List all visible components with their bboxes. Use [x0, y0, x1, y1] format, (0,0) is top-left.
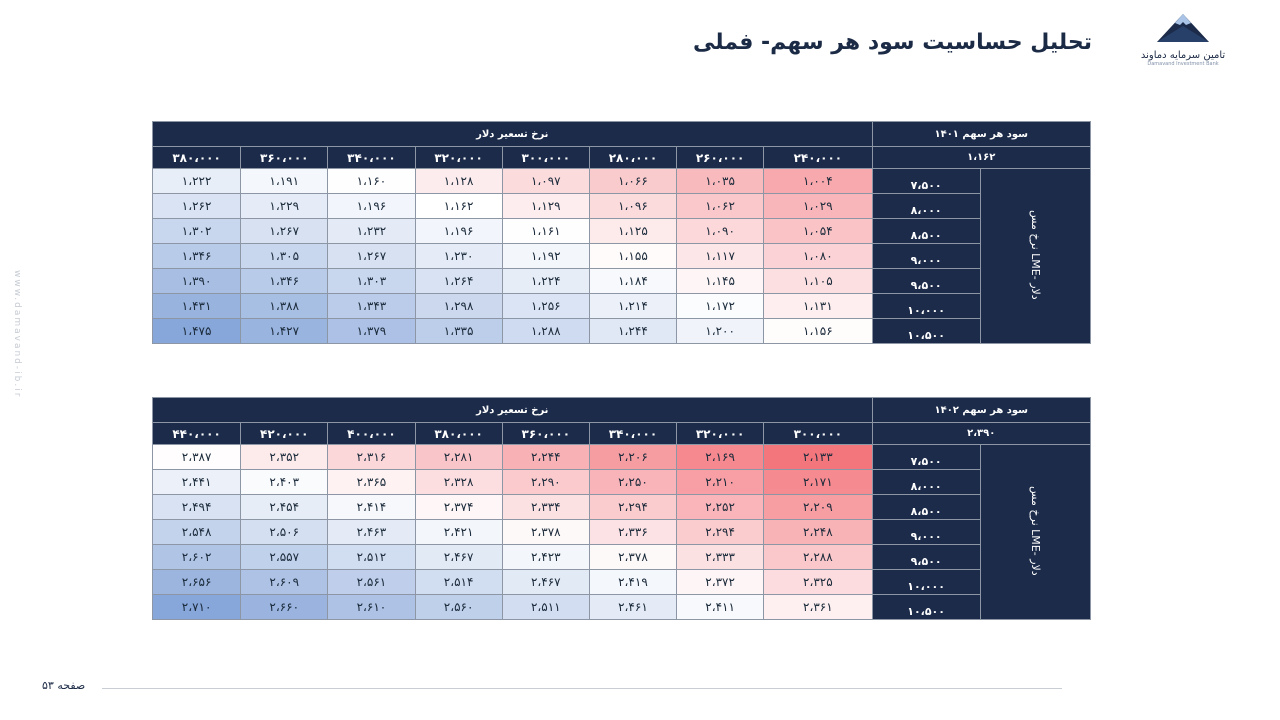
- eps-cell: ۲،۵۶۰: [415, 595, 502, 620]
- column-header: ۲۸۰،۰۰۰: [589, 147, 676, 169]
- copper-price-row-label: ۸،۵۰۰: [872, 219, 980, 244]
- eps-year-label: سود هر سهم ۱۴۰۲: [872, 398, 1090, 423]
- eps-cell: ۱،۳۰۳: [328, 269, 415, 294]
- copper-price-row-label: ۷،۵۰۰: [872, 169, 980, 194]
- eps-cell: ۲،۲۸۸: [764, 545, 872, 570]
- copper-price-row-label: ۹،۰۰۰: [872, 520, 980, 545]
- eps-cell: ۱،۳۷۹: [328, 319, 415, 344]
- column-header: ۳۸۰،۰۰۰: [415, 423, 502, 445]
- eps-cell: ۱،۱۸۴: [589, 269, 676, 294]
- eps-cell: ۲،۳۵۲: [241, 445, 328, 470]
- eps-cell: ۲،۵۵۷: [241, 545, 328, 570]
- eps-cell: ۲،۴۶۳: [328, 520, 415, 545]
- table-row: [153, 545, 1091, 570]
- copper-price-group-label: [980, 445, 1090, 620]
- eps-cell: ۲،۳۲۸: [415, 470, 502, 495]
- eps-cell: ۱،۱۹۱: [241, 169, 328, 194]
- eps-cell: ۲،۳۲۵: [764, 570, 872, 595]
- eps-cell: ۲،۱۷۱: [764, 470, 872, 495]
- table-row: [153, 570, 1091, 595]
- table-row: [153, 244, 1091, 269]
- copper-price-row-label: ۱۰،۵۰۰: [872, 595, 980, 620]
- eps-cell: ۱،۰۸۰: [764, 244, 872, 269]
- copper-price-row-label: ۹،۰۰۰: [872, 244, 980, 269]
- eps-cell: ۱،۲۹۸: [415, 294, 502, 319]
- eps-cell: ۲،۲۰۶: [589, 445, 676, 470]
- eps-cell: ۲،۲۵۰: [589, 470, 676, 495]
- eps-cell: ۱،۲۲۴: [502, 269, 589, 294]
- eps-cell: ۱،۰۹۶: [589, 194, 676, 219]
- table-row: [153, 194, 1091, 219]
- eps-cell: ۱،۰۶۶: [589, 169, 676, 194]
- table-row: [153, 319, 1091, 344]
- eps-cell: ۱،۲۲۹: [241, 194, 328, 219]
- eps-cell: ۲،۴۶۷: [415, 545, 502, 570]
- copper-price-row-label: ۸،۵۰۰: [872, 495, 980, 520]
- eps-cell: ۱،۲۱۴: [589, 294, 676, 319]
- sensitivity-table-2: [152, 397, 1091, 620]
- column-header: ۳۲۰،۰۰۰: [677, 423, 764, 445]
- eps-cell: ۱،۱۵۵: [589, 244, 676, 269]
- table-row: [153, 169, 1091, 194]
- eps-cell: ۲،۲۴۸: [764, 520, 872, 545]
- eps-cell: ۱،۲۵۶: [502, 294, 589, 319]
- column-header: ۳۰۰،۰۰۰: [502, 147, 589, 169]
- eps-year-label: سود هر سهم ۱۴۰۱: [872, 122, 1090, 147]
- eps-cell: ۱،۰۳۵: [677, 169, 764, 194]
- eps-cell: ۱،۱۵۶: [764, 319, 872, 344]
- eps-cell: ۲،۶۶۰: [241, 595, 328, 620]
- eps-cell: ۱،۲۸۸: [502, 319, 589, 344]
- eps-cell: ۱،۰۹۰: [677, 219, 764, 244]
- table-row: [153, 294, 1091, 319]
- eps-cell: ۲،۶۰۹: [241, 570, 328, 595]
- eps-cell: ۲،۲۱۰: [677, 470, 764, 495]
- eps-cell: ۱،۱۷۲: [677, 294, 764, 319]
- column-header: ۴۰۰،۰۰۰: [328, 423, 415, 445]
- eps-cell: ۲،۲۹۴: [677, 520, 764, 545]
- table-row: [153, 470, 1091, 495]
- eps-cell: ۲،۵۶۱: [328, 570, 415, 595]
- eps-cell: ۲،۴۴۱: [153, 470, 241, 495]
- eps-cell: ۱،۳۰۲: [153, 219, 241, 244]
- eps-cell: ۱،۲۶۲: [153, 194, 241, 219]
- column-header: ۴۴۰،۰۰۰: [153, 423, 241, 445]
- eps-cell: ۲،۳۶۱: [764, 595, 872, 620]
- copper-price-group-label: [980, 169, 1090, 344]
- copper-price-group-text: نرخ مس LME- دلار: [1028, 209, 1042, 300]
- eps-cell: ۱،۱۲۵: [589, 219, 676, 244]
- eps-cell: ۲،۴۶۱: [589, 595, 676, 620]
- eps-cell: ۲،۵۱۱: [502, 595, 589, 620]
- eps-cell: ۲،۴۶۷: [502, 570, 589, 595]
- eps-cell: ۲،۳۷۸: [589, 545, 676, 570]
- table-row: [153, 269, 1091, 294]
- eps-cell: ۲،۲۵۲: [677, 495, 764, 520]
- eps-cell: ۱،۳۴۶: [153, 244, 241, 269]
- eps-cell: ۱،۰۶۲: [677, 194, 764, 219]
- eps-cell: ۱،۴۲۷: [241, 319, 328, 344]
- copper-price-row-label: ۸،۰۰۰: [872, 194, 980, 219]
- eps-cell: ۱،۱۹۲: [502, 244, 589, 269]
- eps-cell: ۱،۲۳۰: [415, 244, 502, 269]
- eps-cell: ۱،۰۲۹: [764, 194, 872, 219]
- eps-cell: ۲،۱۶۹: [677, 445, 764, 470]
- copper-price-row-label: ۱۰،۰۰۰: [872, 570, 980, 595]
- eps-cell: ۱،۱۱۷: [677, 244, 764, 269]
- eps-cell: ۱،۲۳۲: [328, 219, 415, 244]
- side-website-text: www.damavand-ib.ir: [12, 270, 22, 399]
- eps-cell: ۲،۳۷۲: [677, 570, 764, 595]
- logo-name: تامین سرمایه دماوند: [1140, 50, 1226, 61]
- eps-cell: ۱،۲۲۲: [153, 169, 241, 194]
- eps-cell: ۲،۳۷۴: [415, 495, 502, 520]
- copper-price-row-label: ۸،۰۰۰: [872, 470, 980, 495]
- eps-cell: ۱،۳۴۳: [328, 294, 415, 319]
- table-row: [153, 495, 1091, 520]
- eps-cell: ۲،۴۱۱: [677, 595, 764, 620]
- eps-cell: ۱،۲۶۷: [241, 219, 328, 244]
- eps-cell: ۲،۴۵۴: [241, 495, 328, 520]
- eps-cell: ۲،۳۳۶: [589, 520, 676, 545]
- column-header: ۲۴۰،۰۰۰: [764, 147, 872, 169]
- eps-cell: ۱،۱۰۵: [764, 269, 872, 294]
- eps-cell: ۲،۴۱۹: [589, 570, 676, 595]
- eps-cell: ۱،۱۳۱: [764, 294, 872, 319]
- eps-cell: ۱،۴۳۱: [153, 294, 241, 319]
- eps-cell: ۲،۱۳۳: [764, 445, 872, 470]
- eps-cell: ۲،۵۰۶: [241, 520, 328, 545]
- column-header: ۳۴۰،۰۰۰: [328, 147, 415, 169]
- column-header: ۲۶۰،۰۰۰: [677, 147, 764, 169]
- column-header: ۳۸۰،۰۰۰: [153, 147, 241, 169]
- copper-price-row-label: ۹،۵۰۰: [872, 269, 980, 294]
- eps-cell: ۱،۲۰۰: [677, 319, 764, 344]
- eps-cell: ۱،۱۲۹: [502, 194, 589, 219]
- eps-cell: ۱،۰۹۷: [502, 169, 589, 194]
- company-logo: [1128, 12, 1238, 92]
- eps-cell: ۲،۲۹۰: [502, 470, 589, 495]
- eps-cell: ۱،۲۴۴: [589, 319, 676, 344]
- eps-cell: ۲،۳۱۶: [328, 445, 415, 470]
- eps-cell: ۱،۱۹۶: [415, 219, 502, 244]
- column-header: ۳۶۰،۰۰۰: [241, 147, 328, 169]
- eps-cell: ۲،۶۰۲: [153, 545, 241, 570]
- eps-cell: ۱،۳۸۸: [241, 294, 328, 319]
- copper-price-row-label: ۷،۵۰۰: [872, 445, 980, 470]
- eps-cell: ۲،۲۰۹: [764, 495, 872, 520]
- table-row: [153, 219, 1091, 244]
- eps-cell: ۲،۳۶۵: [328, 470, 415, 495]
- eps-cell: ۲،۴۲۳: [502, 545, 589, 570]
- eps-cell: ۲،۳۸۷: [153, 445, 241, 470]
- eps-cell: ۱،۲۶۴: [415, 269, 502, 294]
- table-row: [153, 595, 1091, 620]
- eps-cell: ۲،۶۵۶: [153, 570, 241, 595]
- table-row: [153, 520, 1091, 545]
- page-title: تحلیل حساسیت سود هر سهم- فملی: [692, 30, 1092, 55]
- eps-cell: ۱،۳۹۰: [153, 269, 241, 294]
- eps-cell: ۲،۴۲۱: [415, 520, 502, 545]
- column-header: ۳۴۰،۰۰۰: [589, 423, 676, 445]
- eps-cell: ۱،۳۰۵: [241, 244, 328, 269]
- eps-cell: ۲،۴۰۳: [241, 470, 328, 495]
- eps-cell: ۲،۴۹۴: [153, 495, 241, 520]
- column-header: ۳۶۰،۰۰۰: [502, 423, 589, 445]
- eps-cell: ۱،۱۶۱: [502, 219, 589, 244]
- dollar-rate-header: نرخ تسعیر دلار: [153, 398, 873, 423]
- eps-cell: ۲،۳۳۳: [677, 545, 764, 570]
- eps-cell: ۲،۶۱۰: [328, 595, 415, 620]
- base-eps-value: ۲،۳۹۰: [872, 423, 1090, 445]
- column-header: ۳۲۰،۰۰۰: [415, 147, 502, 169]
- eps-cell: ۱،۳۴۶: [241, 269, 328, 294]
- eps-cell: ۱،۰۰۴: [764, 169, 872, 194]
- eps-cell: ۲،۵۱۴: [415, 570, 502, 595]
- copper-price-row-label: ۱۰،۵۰۰: [872, 319, 980, 344]
- footer-divider: [102, 688, 1062, 689]
- table-row: [153, 445, 1091, 470]
- mountain-logo-icon: [1153, 12, 1213, 46]
- eps-cell: ۱،۲۶۷: [328, 244, 415, 269]
- page-number: صفحه ۵۳: [42, 679, 86, 692]
- eps-cell: ۲،۷۱۰: [153, 595, 241, 620]
- eps-cell: ۱،۰۵۴: [764, 219, 872, 244]
- eps-cell: ۲،۵۴۸: [153, 520, 241, 545]
- eps-cell: ۲،۳۳۴: [502, 495, 589, 520]
- eps-cell: ۱،۳۳۵: [415, 319, 502, 344]
- base-eps-value: ۱،۱۶۲: [872, 147, 1090, 169]
- eps-cell: ۲،۴۱۴: [328, 495, 415, 520]
- copper-price-row-label: ۹،۵۰۰: [872, 545, 980, 570]
- eps-cell: ۲،۳۷۸: [502, 520, 589, 545]
- eps-cell: ۲،۲۹۴: [589, 495, 676, 520]
- eps-cell: ۱،۱۹۶: [328, 194, 415, 219]
- eps-cell: ۱،۱۴۵: [677, 269, 764, 294]
- eps-cell: ۲،۲۴۴: [502, 445, 589, 470]
- dollar-rate-header: نرخ تسعیر دلار: [153, 122, 873, 147]
- copper-price-row-label: ۱۰،۰۰۰: [872, 294, 980, 319]
- eps-cell: ۱،۱۶۲: [415, 194, 502, 219]
- logo-subtitle: Damavand Investment Bank: [1147, 61, 1219, 67]
- copper-price-group-text: نرخ مس LME- دلار: [1028, 485, 1042, 576]
- column-header: ۴۲۰،۰۰۰: [241, 423, 328, 445]
- sensitivity-table-1: [152, 121, 1091, 344]
- eps-cell: ۲،۲۸۱: [415, 445, 502, 470]
- column-header: ۳۰۰،۰۰۰: [764, 423, 872, 445]
- eps-cell: ۱،۱۲۸: [415, 169, 502, 194]
- eps-cell: ۱،۴۷۵: [153, 319, 241, 344]
- eps-cell: ۲،۵۱۲: [328, 545, 415, 570]
- eps-cell: ۱،۱۶۰: [328, 169, 415, 194]
